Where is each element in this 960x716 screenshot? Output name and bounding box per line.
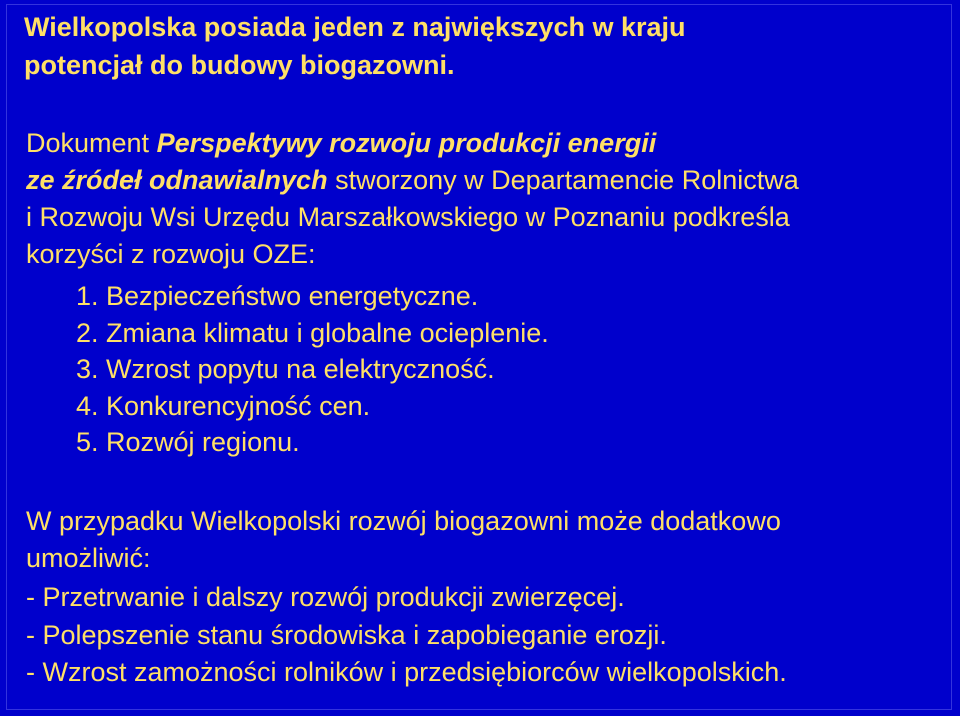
title-line-1: Wielkopolska posiada jeden z największych w kraju [24,12,686,42]
benefit-item: 4. Konkurencyjność cen. [76,390,371,421]
benefit-item: 1. Bezpieczeństwo energetyczne. [76,281,479,311]
document-title-part-2: ze źródeł odnawialnych [26,165,328,195]
outro-line-1: W przypadku Wielkopolski rozwój biogazowni może dodatkowo [26,506,781,536]
intro-line-2 [26,162,799,199]
benefit-item: 2. Zmiana klimatu i globalne ocieplenie. [76,317,549,348]
title-line-2: potencjał do budowy biogazowni. [24,50,455,80]
benefit-item: 5. Rozwój regionu. [76,427,300,458]
intro-paragraph [26,125,799,273]
intro-line-1 [26,125,799,162]
opportunity-item: - Przetrwanie i dalszy rozwój produkcji zwierzęcej. [26,582,625,612]
opportunity-item: - Wzrost zamożności rolników i przedsiębiorców wielkopolskich. [26,657,787,687]
benefit-item: 3. Wzrost popytu na elektryczność. [76,354,495,385]
opportunities-list [26,579,787,692]
slide-title [24,8,924,84]
intro-line-2-plain: stworzony w Departamencie Rolnictwa [327,165,799,195]
benefits-list [76,278,549,461]
document-title-part-1: Perspektywy rozwoju produkcji energii [156,128,657,158]
opportunity-item: - Polepszenie stanu środowiska i zapobieganie erozji. [26,619,667,650]
intro-line-3: i Rozwoju Wsi Urzędu Marszałkowskiego w Poznaniu podkreśla [26,202,790,232]
intro-line-4: korzyści z rozwoju OZE: [26,239,316,269]
outro-paragraph [26,503,781,577]
outro-line-2: umożliwić: [26,543,151,573]
intro-line-1-plain: Dokument [26,128,157,158]
